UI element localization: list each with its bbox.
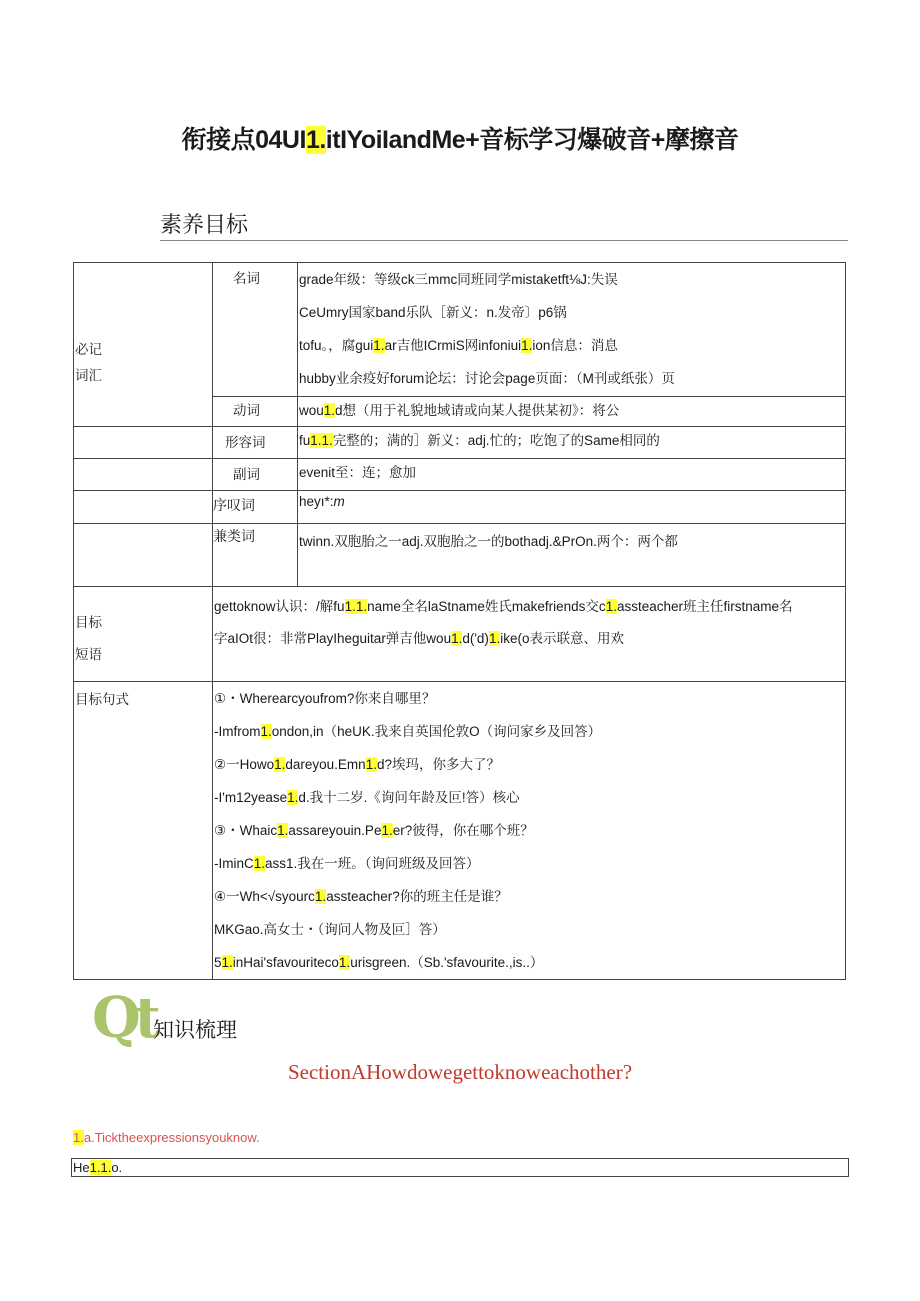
highlight-mark: 1. xyxy=(277,823,289,838)
text-line xyxy=(213,880,845,913)
highlight-mark: 1. xyxy=(314,889,327,904)
highlight-mark: 1. xyxy=(260,724,272,739)
multi-line xyxy=(298,524,845,554)
highlight-mark: 1. xyxy=(221,955,233,970)
line-text: ②一Howo xyxy=(214,757,275,772)
line-text: ar吉他ICrmiS网infoniui xyxy=(384,338,522,353)
text-line xyxy=(298,362,845,395)
line-text: er?彼得，你在哪个班？ xyxy=(392,823,534,838)
line-text: MKGao.高女士・（询问人物及叵］答） xyxy=(214,922,446,937)
line-text: assareyouin.Pe xyxy=(288,823,382,838)
expression-box: He1.1.o. xyxy=(71,1158,849,1177)
highlight-mark: 1. xyxy=(274,757,286,772)
line-text: name全名laStname姓氏makefriends交c xyxy=(367,599,606,614)
line-text: ion信息：消息 xyxy=(532,338,618,353)
line-text: ④一Wh<√syourc xyxy=(214,889,315,904)
line-text: -Imfrom xyxy=(214,724,261,739)
adv-label: 副词 xyxy=(213,459,298,491)
text-line xyxy=(213,847,845,880)
noun-lines xyxy=(298,263,845,395)
activity-instruction: 1.a.Ticktheexpressionsyouknow. xyxy=(73,1130,260,1145)
text-line xyxy=(213,781,845,814)
line-text: 完整的；满的］新义：adj.忙的；吃饱了的Same相同的 xyxy=(332,433,660,448)
text-line xyxy=(298,263,845,296)
document-title: 衔接点04UI1.itIYoiIandMe+音标学习爆破音+摩擦音 xyxy=(181,126,739,154)
noun-label: 名词 xyxy=(213,263,298,397)
text-line xyxy=(213,623,845,655)
line-text: evenit至：连；愈加 xyxy=(299,465,417,480)
adj-content xyxy=(298,427,846,459)
interjection-content xyxy=(298,491,846,524)
highlight-mark: 1. xyxy=(338,955,351,970)
line-text: gettoknow认识：/解fu xyxy=(214,599,345,614)
highlight-mark: 1.1. xyxy=(310,433,333,448)
line-text: 字aIOt很：非常PlayIheguitar弹吉他wou xyxy=(214,631,452,646)
line-text: d想（用于礼貌地域请或向某人提供某初》：将公 xyxy=(335,403,620,418)
adv-content xyxy=(298,459,846,491)
line-text: CeUmry国家band乐队［新义：n.发帝〕p6锅 xyxy=(299,305,567,320)
knowledge-logo: Qt xyxy=(92,985,155,1051)
line-text: ondon,in（heUK.我来自英国伦敦O（询问家乡及回答） xyxy=(271,724,602,739)
line-text: grade年级：等级ck三mmc同班同学mistaketft⅛J:失误 xyxy=(299,272,618,287)
highlight-mark: 1. xyxy=(373,338,385,353)
line-text: urisgreen.（Sb.'sfavourite.,is..） xyxy=(350,955,544,970)
line-text: hubby业余疫好forum论坛：讨论会page页面：（M刊或纸张）页 xyxy=(299,371,675,386)
line-text: ass1.我在一班。（询问班级及回答） xyxy=(265,856,480,871)
line-text: assteacher?你的班主任是谁？ xyxy=(326,889,508,904)
multi-class-content xyxy=(298,524,846,587)
line-text: ike(o表示联意、用欢 xyxy=(500,631,624,646)
line-text: fu xyxy=(299,433,311,448)
line-text: wou xyxy=(299,403,324,418)
table-row xyxy=(74,682,846,980)
phrase-lines xyxy=(213,587,845,655)
highlight-mark: 1.1. xyxy=(344,599,368,614)
vocabulary-table xyxy=(73,262,846,980)
text-line xyxy=(213,913,845,946)
line-text: ③・Whaic xyxy=(214,823,278,838)
table-row xyxy=(74,491,846,524)
line-text: 5 xyxy=(214,955,222,970)
line-text: d.我十二岁.《询问年龄及叵!答）核心 xyxy=(298,790,520,805)
line-text: assteacher班主任firstname名 xyxy=(616,599,793,614)
vocab-category-cell: 必记 词汇 xyxy=(74,263,213,427)
highlight-mark: 1. xyxy=(365,757,377,772)
text-line xyxy=(213,682,845,715)
table-row xyxy=(74,427,846,459)
verb-content xyxy=(298,397,846,427)
text-line xyxy=(298,329,845,362)
highlight-mark: 1. xyxy=(253,856,266,871)
table-row xyxy=(74,459,846,491)
highlight-mark: 1. xyxy=(451,631,463,646)
phrase-category-cell: 目标 短语 xyxy=(74,587,213,682)
line-text: d?埃玛，你多大了？ xyxy=(376,757,500,772)
highlight-mark: 1. xyxy=(381,823,393,838)
line-text: dareyou.Emn xyxy=(285,757,366,772)
sentence-category-cell: 目标句式 xyxy=(74,682,213,980)
interj-line xyxy=(298,491,845,513)
text-line xyxy=(213,748,845,781)
adj-label: 形容词 xyxy=(213,427,298,459)
text-line xyxy=(213,715,845,748)
highlight-mark: 1. xyxy=(488,631,501,646)
verb-line xyxy=(298,397,845,425)
table-row xyxy=(74,263,846,397)
multi-class-label: 兼类词 xyxy=(213,524,298,587)
section-heading: 素养目标 xyxy=(160,212,249,237)
highlight-mark: 1. xyxy=(605,599,617,614)
line-text: d('d) xyxy=(462,631,489,646)
line-text: heyı*: xyxy=(299,494,334,509)
line-text-italic: m xyxy=(333,494,345,509)
adv-line xyxy=(298,459,845,487)
section-a-title: SectionAHowdowegettoknoweachother? xyxy=(287,1060,633,1084)
noun-content xyxy=(298,263,846,397)
highlight-mark: 1. xyxy=(287,790,299,805)
line-text: twinn.双胞胎之一adj.双胞胎之一的bothadj.&PrOn.两个：两个都 xyxy=(299,534,678,549)
text-line xyxy=(213,591,845,623)
phrase-content xyxy=(213,587,846,682)
line-text: ①・Wherearcyoufrom?你来自哪里？ xyxy=(214,691,436,706)
line-text: tofu。，腐gui xyxy=(299,338,374,353)
text-line xyxy=(213,946,845,979)
verb-label: 动词 xyxy=(213,397,298,427)
interjection-label: 序叹词 xyxy=(213,491,298,524)
text-line xyxy=(213,814,845,847)
knowledge-label: 知识梳理 xyxy=(153,1019,237,1042)
sentence-lines xyxy=(213,682,845,979)
line-text: inHai'sfavouriteco xyxy=(232,955,339,970)
text-line xyxy=(298,296,845,329)
sentence-content xyxy=(213,682,846,980)
line-text: -I'm12yease xyxy=(214,790,288,805)
table-row xyxy=(74,587,846,682)
adj-line xyxy=(298,427,845,455)
highlight-mark: 1. xyxy=(323,403,336,418)
table-row xyxy=(74,524,846,587)
highlight-mark: 1. xyxy=(521,338,533,353)
line-text: -IminC xyxy=(214,856,254,871)
section-divider xyxy=(160,240,848,241)
